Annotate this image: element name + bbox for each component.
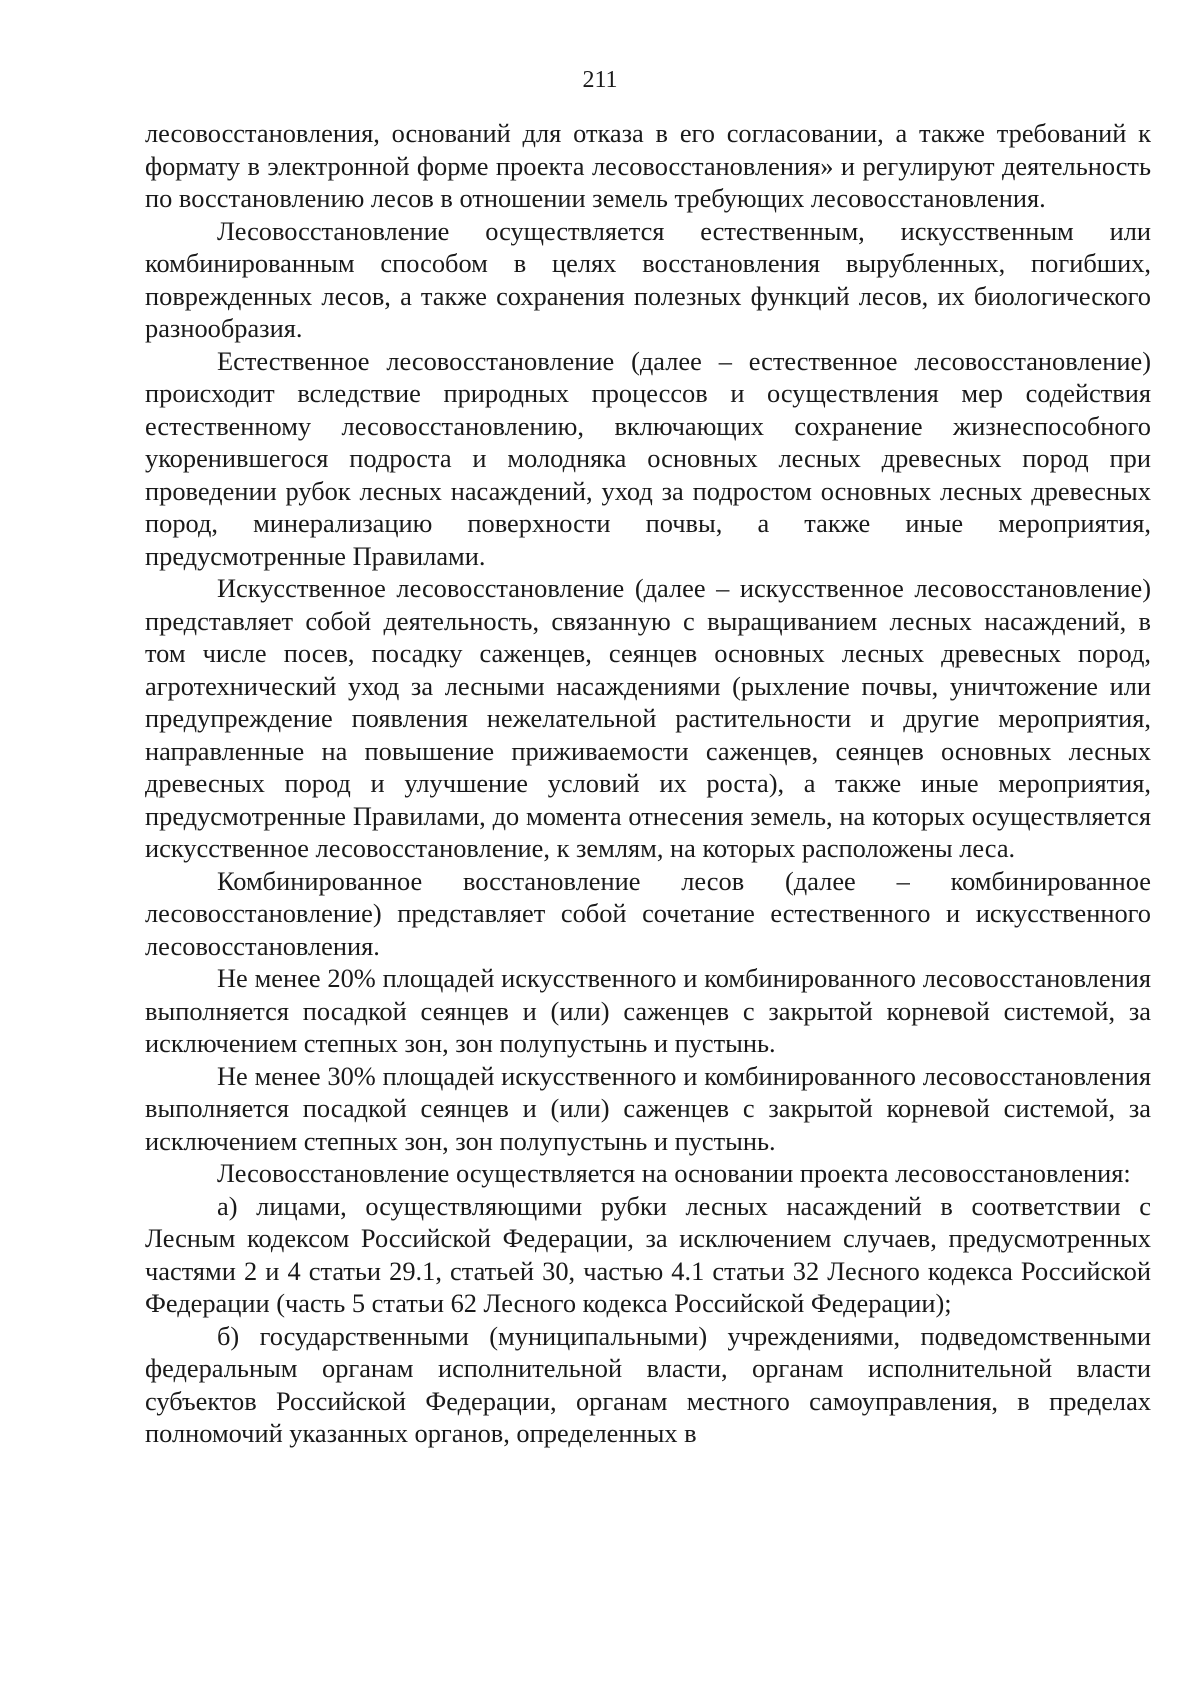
- paragraph-9: а) лицами, осуществляющими рубки лесных насаждений в соответствии с Лесным кодексом Российской Федерации, за исключением случаев, предусмотренных частями 2 и 4 статьи 29.1, статьей 30, частью 4.1 статьи 32 Лесного кодекса Российской Федерации (часть 5 статьи 62 Лесного кодекса Российской Федерации);: [145, 1190, 1151, 1318]
- page-number: 211: [582, 67, 618, 93]
- paragraph-8: Лесовосстановление осуществляется на основании проекта лесовосстановления:: [217, 1158, 1131, 1188]
- paragraph-7: Не менее 30% площадей искусственного и комбинированного лесовосстановления выполняется посадкой сеянцев и (или) саженцев с закрытой корневой системой, за исключением степных зон, зон полупустынь и пустынь.: [145, 1060, 1151, 1156]
- paragraph-1: лесовосстановления, оснований для отказа в его согласовании, а также требований к формату в электронной форме проекта лесовосстановления» и регулируют деятельность по восстановлению лесов в отношении земель требующих лесовосстановления.: [145, 118, 1151, 213]
- paragraph-5: Комбинированное восстановление лесов (далее – комбинированное лесовосстановление) представляет собой сочетание естественного и искусственного лесовосстановления.: [145, 865, 1151, 961]
- paragraph-4: Искусственное лесовосстановление (далее – искусственное лесовосстановление) представляет собой деятельность, связанную с выращиванием лесных насаждений, в том числе посев, посадку саженцев, сеянцев основных лесных древесных пород, агротехнический уход за лесными насаждениями (рыхление почвы, уничтожение или предупреждение появления нежелательной растительности и другие мероприятия, направленные на повышение приживаемости саженцев, сеянцев основных лесных древесных пород и улучшение условий их роста), а также иные мероприятия, предусмотренные Правилами, до момента отнесения земель, на которых осуществляется искусственное лесовосстановление, к землям, на которых расположены леса.: [145, 573, 1151, 863]
- paragraph-6: Не менее 20% площадей искусственного и комбинированного лесовосстановления выполняется посадкой сеянцев и (или) саженцев с закрытой корневой системой, за исключением степных зон, зон полупустынь и пустынь.: [145, 963, 1151, 1058]
- paragraph-2: Лесовосстановление осуществляется естественным, искусственным или комбинированным способом в целях восстановления вырубленных, погибших, поврежденных лесов, а также сохранения полезных функций лесов, их биологического разнообразия.: [145, 215, 1151, 343]
- document-body: [145, 117, 1151, 1450]
- paragraph-10: б) государственными (муниципальными) учреждениями, подведомственными федеральным органам исполнительной власти, органам исполнительной власти субъектов Российской Федерации, органам местного самоуправления, в пределах полномочий указанных органов, определенных в: [145, 1320, 1151, 1448]
- paragraph-3: Естественное лесовосстановление (далее – естественное лесовосстановление) происходит вследствие природных процессов и осуществления мер содействия естественному лесовосстановлению, включающих сохранение жизнеспособного укоренившегося подроста и молодняка основных лесных древесных пород при проведении рубок лесных насаждений, уход за подростом основных лесных древесных пород, минерализацию поверхности почвы, а также иные мероприятия, предусмотренные Правилами.: [145, 345, 1151, 571]
